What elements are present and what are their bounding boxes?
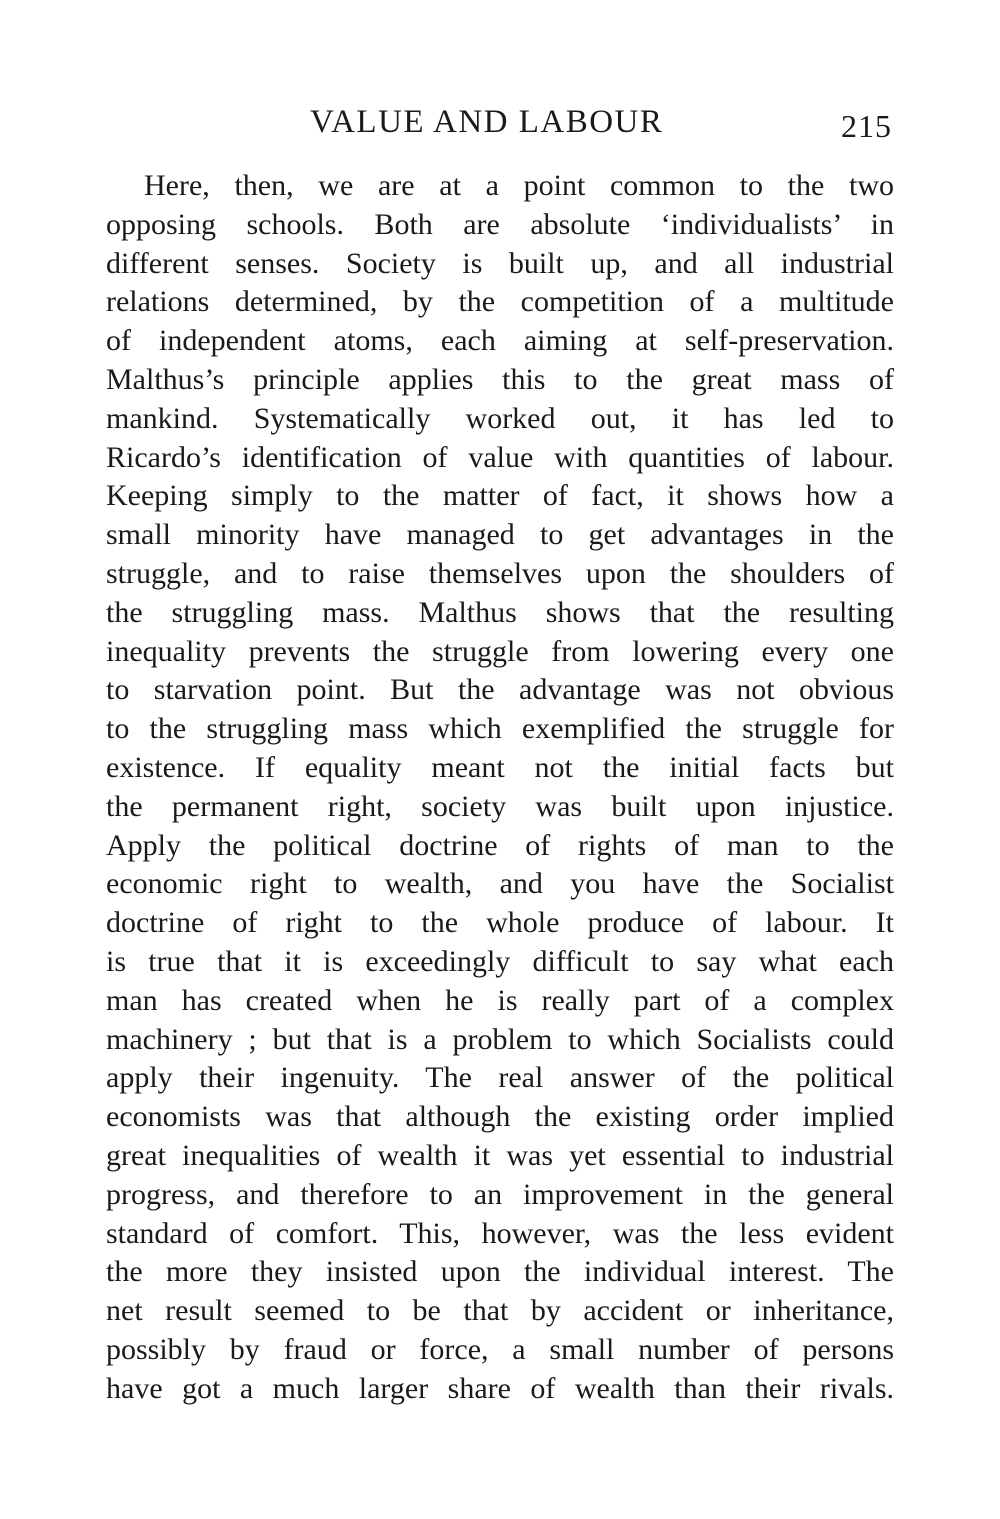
text-line: opposing schools. Both are absolute ‘individualists’ in <box>106 207 894 241</box>
text-line: the permanent right, society was built upon injustice. <box>106 789 894 823</box>
text-line: inequality prevents the struggle from lowering every one <box>106 634 894 668</box>
text-line: economists was that although the existing order implied <box>106 1100 894 1134</box>
running-title: VALUE AND LABOUR <box>310 104 664 140</box>
page-number: 215 <box>841 108 892 144</box>
text-line: existence. If equality meant not the initial facts but <box>106 750 894 784</box>
text-line: to the struggling mass which exemplified the struggle for <box>106 712 894 746</box>
text-line: have got a much larger share of wealth than their rivals. <box>106 1371 894 1405</box>
text-line: net result seemed to be that by accident or inheritance, <box>106 1294 894 1328</box>
text-line: to starvation point. But the advantage was not obvious <box>106 673 894 707</box>
text-line: mankind. Systematically worked out, it has led to <box>106 401 894 435</box>
text-line: economic right to wealth, and you have the Socialist <box>106 867 894 901</box>
text-line: possibly by fraud or force, a small number of persons <box>106 1332 894 1366</box>
text-line: machinery ; but that is a problem to which Socialists could <box>106 1022 894 1056</box>
text-line: standard of comfort. This, however, was the less evident <box>106 1216 894 1250</box>
text-line: relations determined, by the competition of a multitude <box>106 285 894 319</box>
text-line: small minority have managed to get advantages in the <box>106 518 894 552</box>
text-line: Here, then, we are at a point common to the two <box>144 169 894 202</box>
text-line: Malthus’s principle applies this to the great mass of <box>106 362 894 396</box>
text-line: the struggling mass. Malthus shows that the resulting <box>106 595 894 629</box>
text-line: apply their ingenuity. The real answer of the political <box>106 1061 894 1095</box>
text-line: man has created when he is really part of a complex <box>106 983 894 1017</box>
text-line: struggle, and to raise themselves upon the shoulders of <box>106 556 894 590</box>
text-line: doctrine of right to the whole produce of labour. It <box>106 906 894 940</box>
text-line: progress, and therefore to an improvement in the general <box>106 1177 894 1211</box>
text-line: great inequalities of wealth it was yet essential to industrial <box>106 1138 894 1172</box>
text-line: is true that it is exceedingly difficult to say what each <box>106 944 894 978</box>
text-line: of independent atoms, each aiming at self-preservation. <box>106 324 894 358</box>
text-line: Apply the political doctrine of rights of man to the <box>106 828 894 862</box>
text-line: Keeping simply to the matter of fact, it shows how a <box>106 479 894 513</box>
text-line: the more they insisted upon the individual interest. The <box>106 1255 894 1289</box>
running-head <box>0 100 1000 144</box>
body-paragraph <box>106 167 894 1409</box>
text-line: different senses. Society is built up, and all industrial <box>106 246 894 280</box>
text-line: Ricardo’s identification of value with quantities of labour. <box>106 440 894 474</box>
